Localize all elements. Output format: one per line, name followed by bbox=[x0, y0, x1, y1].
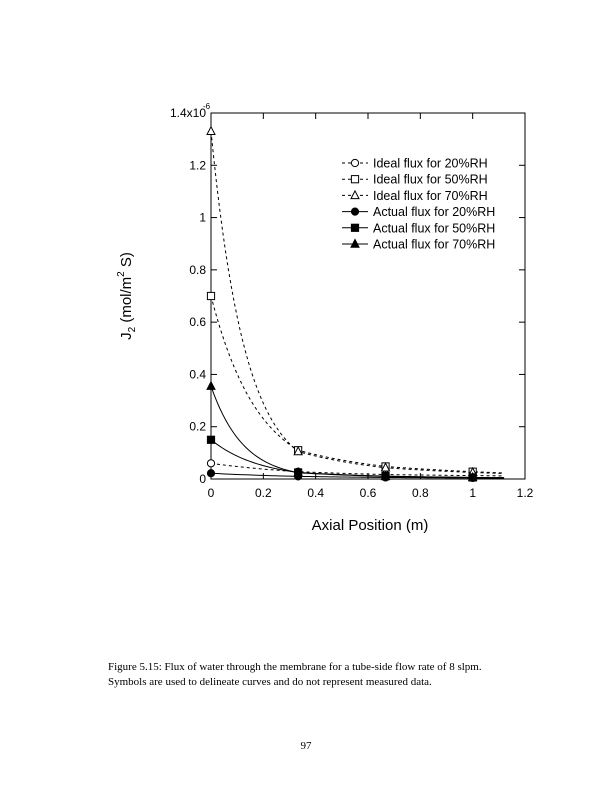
legend-marker-1 bbox=[351, 159, 358, 166]
y-label-sub: 2 bbox=[127, 326, 138, 333]
y-tick-label: 0.8 bbox=[189, 262, 206, 277]
x-tick-label: 0 bbox=[207, 486, 215, 500]
y-label-base: J bbox=[118, 332, 135, 340]
y-label-sup: 2 bbox=[116, 271, 127, 277]
data-point-series-3 bbox=[207, 127, 215, 135]
legend-label-6: Actual flux for 70%RH bbox=[373, 237, 496, 252]
legend-marker-5 bbox=[351, 224, 358, 231]
y-label-end: S) bbox=[118, 252, 135, 272]
legend-label-2: Ideal flux for 50%RH bbox=[373, 172, 488, 187]
legend-label-5: Actual flux for 50%RH bbox=[373, 221, 496, 236]
data-point-series-4 bbox=[207, 470, 214, 477]
y-tick-label: 0.2 bbox=[189, 419, 206, 434]
series-line-1 bbox=[211, 463, 504, 476]
y-tick-label: 1.4x10 bbox=[169, 106, 206, 120]
series-line-2 bbox=[211, 296, 504, 473]
legend-label-3: Ideal flux for 70%RH bbox=[373, 188, 488, 203]
y-tick-label: 0 bbox=[199, 472, 206, 486]
y-tick-label: 1.2 bbox=[189, 158, 206, 173]
figure-caption bbox=[108, 660, 558, 690]
x-tick-label: 0.8 bbox=[411, 486, 429, 500]
data-point-series-1 bbox=[207, 460, 214, 467]
y-tick-label: 0.6 bbox=[189, 315, 206, 330]
y-tick-exponent: -6 bbox=[203, 102, 211, 111]
x-tick-label: 1 bbox=[469, 486, 477, 500]
legend-label-4: Actual flux for 20%RH bbox=[373, 205, 496, 220]
data-point-series-6 bbox=[207, 382, 215, 390]
x-tick-label: 0.2 bbox=[254, 486, 272, 500]
y-label-mid: (mol/m bbox=[118, 276, 135, 327]
data-point-series-5 bbox=[207, 436, 214, 443]
series-line-5 bbox=[211, 440, 504, 478]
x-tick-label: 0.6 bbox=[359, 486, 377, 500]
legend-marker-2 bbox=[351, 176, 358, 183]
caption-line-2: Symbols are used to delineate curves and do not represent measured data. bbox=[108, 676, 432, 688]
page-number: 97 bbox=[300, 740, 312, 752]
legend-marker-4 bbox=[351, 208, 358, 215]
y-tick-label: 0.4 bbox=[189, 367, 206, 382]
legend-label-1: Ideal flux for 20%RH bbox=[373, 156, 488, 171]
x-axis-label: Axial Position (m) bbox=[311, 517, 429, 534]
y-axis-label bbox=[116, 252, 138, 340]
x-tick-label: 0.4 bbox=[307, 486, 325, 500]
caption-line-1: Figure 5.15: Flux of water through the membrane for a tube-side flow rate of 8 slpm. bbox=[108, 661, 482, 673]
data-point-series-2 bbox=[207, 292, 214, 299]
y-tick-label: 1 bbox=[199, 210, 206, 225]
x-tick-label: 1.2 bbox=[516, 486, 534, 500]
